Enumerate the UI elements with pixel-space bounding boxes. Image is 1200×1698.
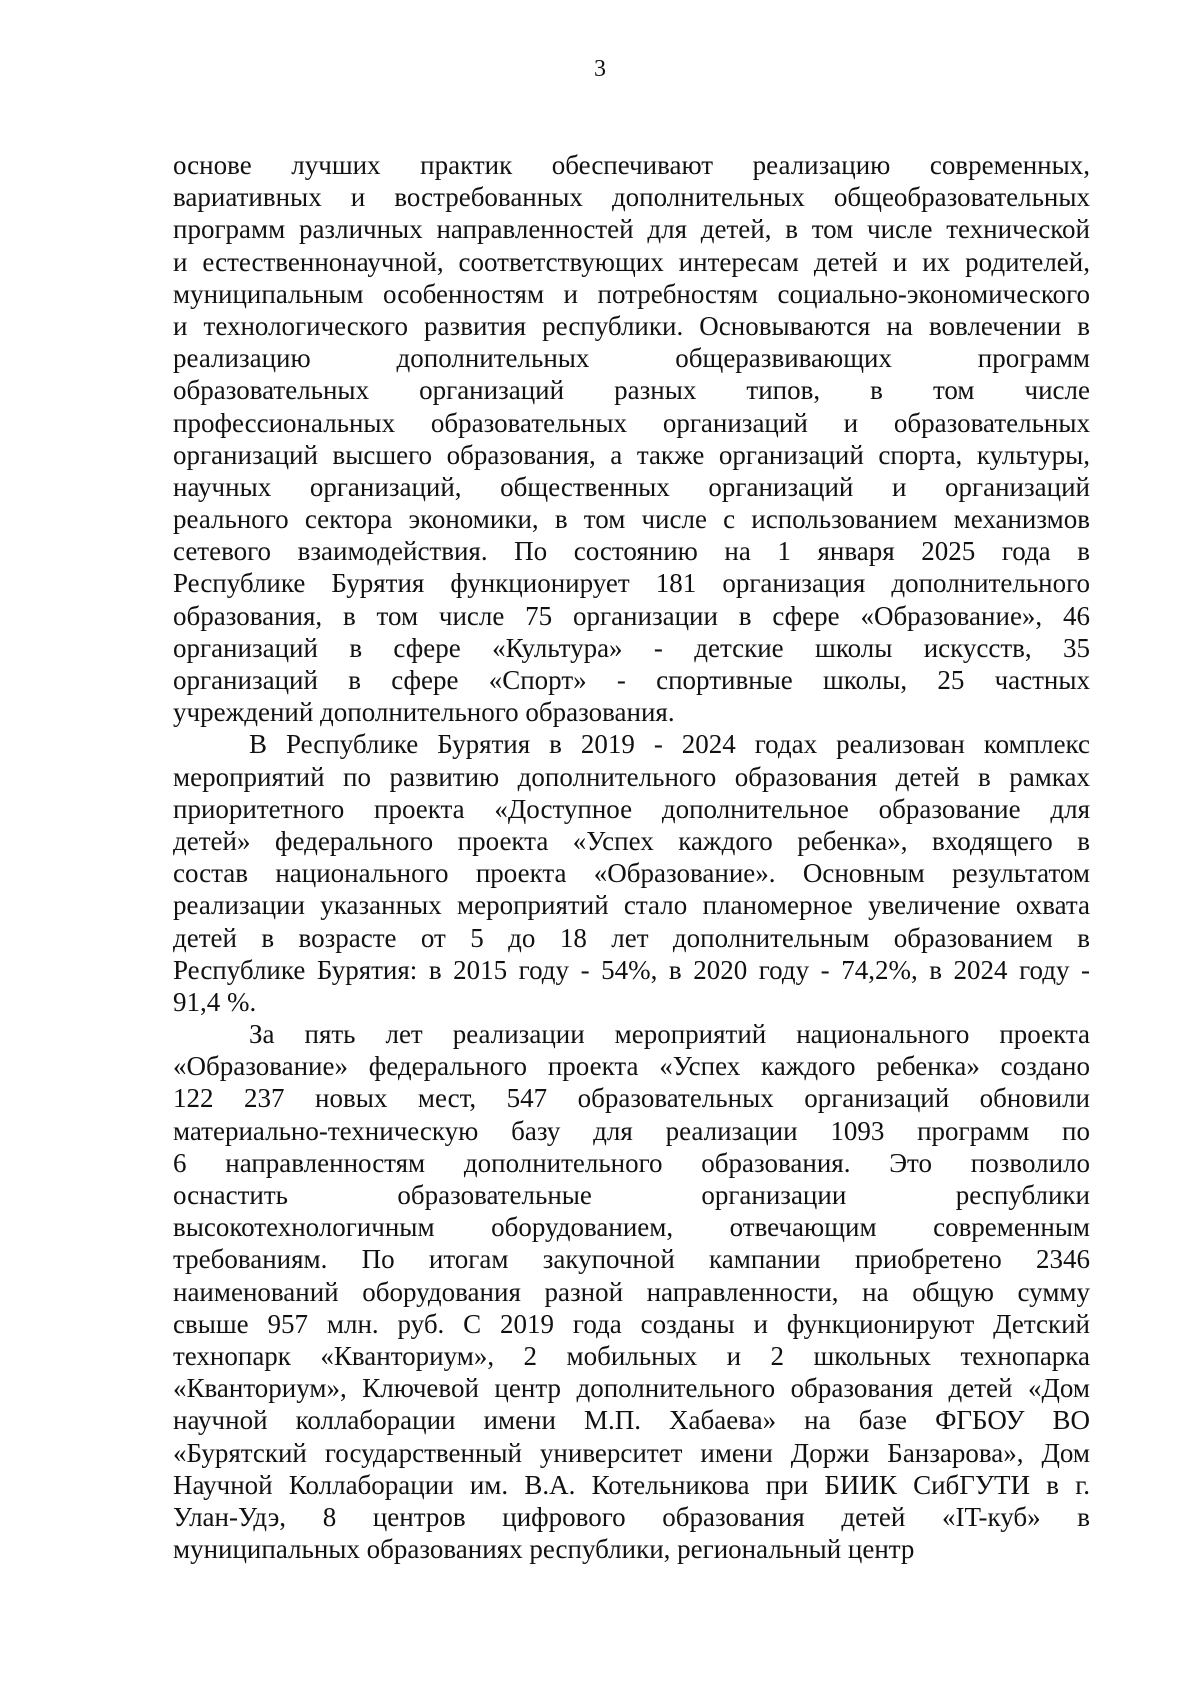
text-line: муниципальным особенностям и потребностям социально-экономического: [173, 278, 1090, 309]
text-line: вариативных и востребованных дополнительных общеобразовательных: [173, 182, 1090, 213]
paragraph: [173, 728, 1090, 1018]
text-line: мероприятий по развитию дополнительного образования детей в рамках: [173, 761, 1090, 792]
text-line: состав национального проекта «Образование». Основным результатом: [173, 858, 1090, 889]
text-line: 91,4 %.: [173, 986, 257, 1017]
body-text: [173, 149, 1090, 1565]
text-line: муниципальных образованиях республики, региональный центр: [173, 1534, 915, 1565]
text-line: программ различных направленностей для детей, в том числе технической: [173, 214, 1090, 245]
text-line: организаций высшего образования, а также организаций спорта, культуры,: [173, 439, 1090, 470]
text-line: За пять лет реализации мероприятий национального проекта: [249, 1019, 1090, 1050]
text-line: материально-техническую базу для реализации 1093 программ по: [173, 1115, 1090, 1146]
text-line: и естественнонаучной, соответствующих интересам детей и их родителей,: [173, 246, 1090, 277]
text-line: наименований оборудования разной направленности, на общую сумму: [173, 1276, 1090, 1307]
text-line: научной коллаборации имени М.П. Хабаева» на базе ФГБОУ ВО: [173, 1405, 1090, 1436]
text-line: и технологического развития республики. Основываются на вовлечении в: [173, 310, 1090, 341]
paragraph: [173, 1018, 1090, 1565]
text-line: Научной Коллаборации им. В.А. Котельникова при БИИК СибГУТИ в г.: [173, 1469, 1090, 1500]
text-line: учреждений дополнительного образования.: [173, 697, 675, 728]
text-line: высокотехнологичным оборудованием, отвечающим современным: [173, 1212, 1090, 1243]
text-line: свыше 957 млн. руб. С 2019 года созданы и функционируют Детский: [173, 1308, 1090, 1339]
text-line: требованиям. По итогам закупочной кампании приобретено 2346: [173, 1244, 1090, 1275]
text-line: В Республике Бурятия в 2019 - 2024 годах реализован комплекс: [249, 729, 1090, 760]
text-line: детей в возрасте от 5 до 18 лет дополнительным образованием в: [173, 922, 1090, 953]
text-line: профессиональных образовательных организаций и образовательных: [173, 407, 1090, 438]
text-line: Республике Бурятия функционирует 181 организация дополнительного: [173, 568, 1090, 599]
text-line: 6 направленностям дополнительного образования. Это позволило: [173, 1147, 1090, 1178]
text-line: Улан-Удэ, 8 центров цифрового образования детей «IT-куб» в: [173, 1501, 1090, 1532]
text-line: «Кванториум», Ключевой центр дополнительного образования детей «Дом: [173, 1373, 1090, 1404]
text-line: научных организаций, общественных организаций и организаций: [173, 471, 1090, 502]
text-line: образования, в том числе 75 организации в сфере «Образование», 46: [173, 600, 1090, 631]
text-line: приоритетного проекта «Доступное дополнительное образование для: [173, 793, 1090, 824]
text-line: детей» федерального проекта «Успех каждого ребенка», входящего в: [173, 825, 1090, 856]
text-line: организаций в сфере «Культура» - детские школы искусств, 35: [173, 632, 1090, 663]
text-line: 122 237 новых мест, 547 образовательных организаций обновили: [173, 1083, 1090, 1114]
page-number: 3: [594, 56, 606, 82]
text-line: реализации указанных мероприятий стало планомерное увеличение охвата: [173, 890, 1090, 921]
text-line: технопарк «Кванториум», 2 мобильных и 2 школьных технопарка: [173, 1340, 1090, 1371]
text-line: «Бурятский государственный университет имени Доржи Банзарова», Дом: [173, 1437, 1090, 1468]
text-line: оснастить образовательные организации республики: [173, 1180, 1090, 1210]
text-line: «Образование» федерального проекта «Успех каждого ребенка» создано: [173, 1051, 1090, 1082]
text-line: организаций в сфере «Спорт» - спортивные школы, 25 частных: [173, 665, 1090, 695]
text-line: реализацию дополнительных общеразвивающих программ: [173, 343, 1090, 374]
text-line: образовательных организаций разных типов, в том числе: [173, 375, 1090, 406]
text-line: Республике Бурятия: в 2015 году - 54%, в 2020 году - 74,2%, в 2024 году -: [173, 954, 1090, 985]
text-line: реального сектора экономики, в том числе с использованием механизмов: [173, 504, 1090, 535]
text-line: сетевого взаимодействия. По состоянию на 1 января 2025 года в: [173, 536, 1090, 567]
text-line: основе лучших практик обеспечивают реализацию современных,: [173, 150, 1090, 180]
paragraph: [173, 149, 1090, 728]
